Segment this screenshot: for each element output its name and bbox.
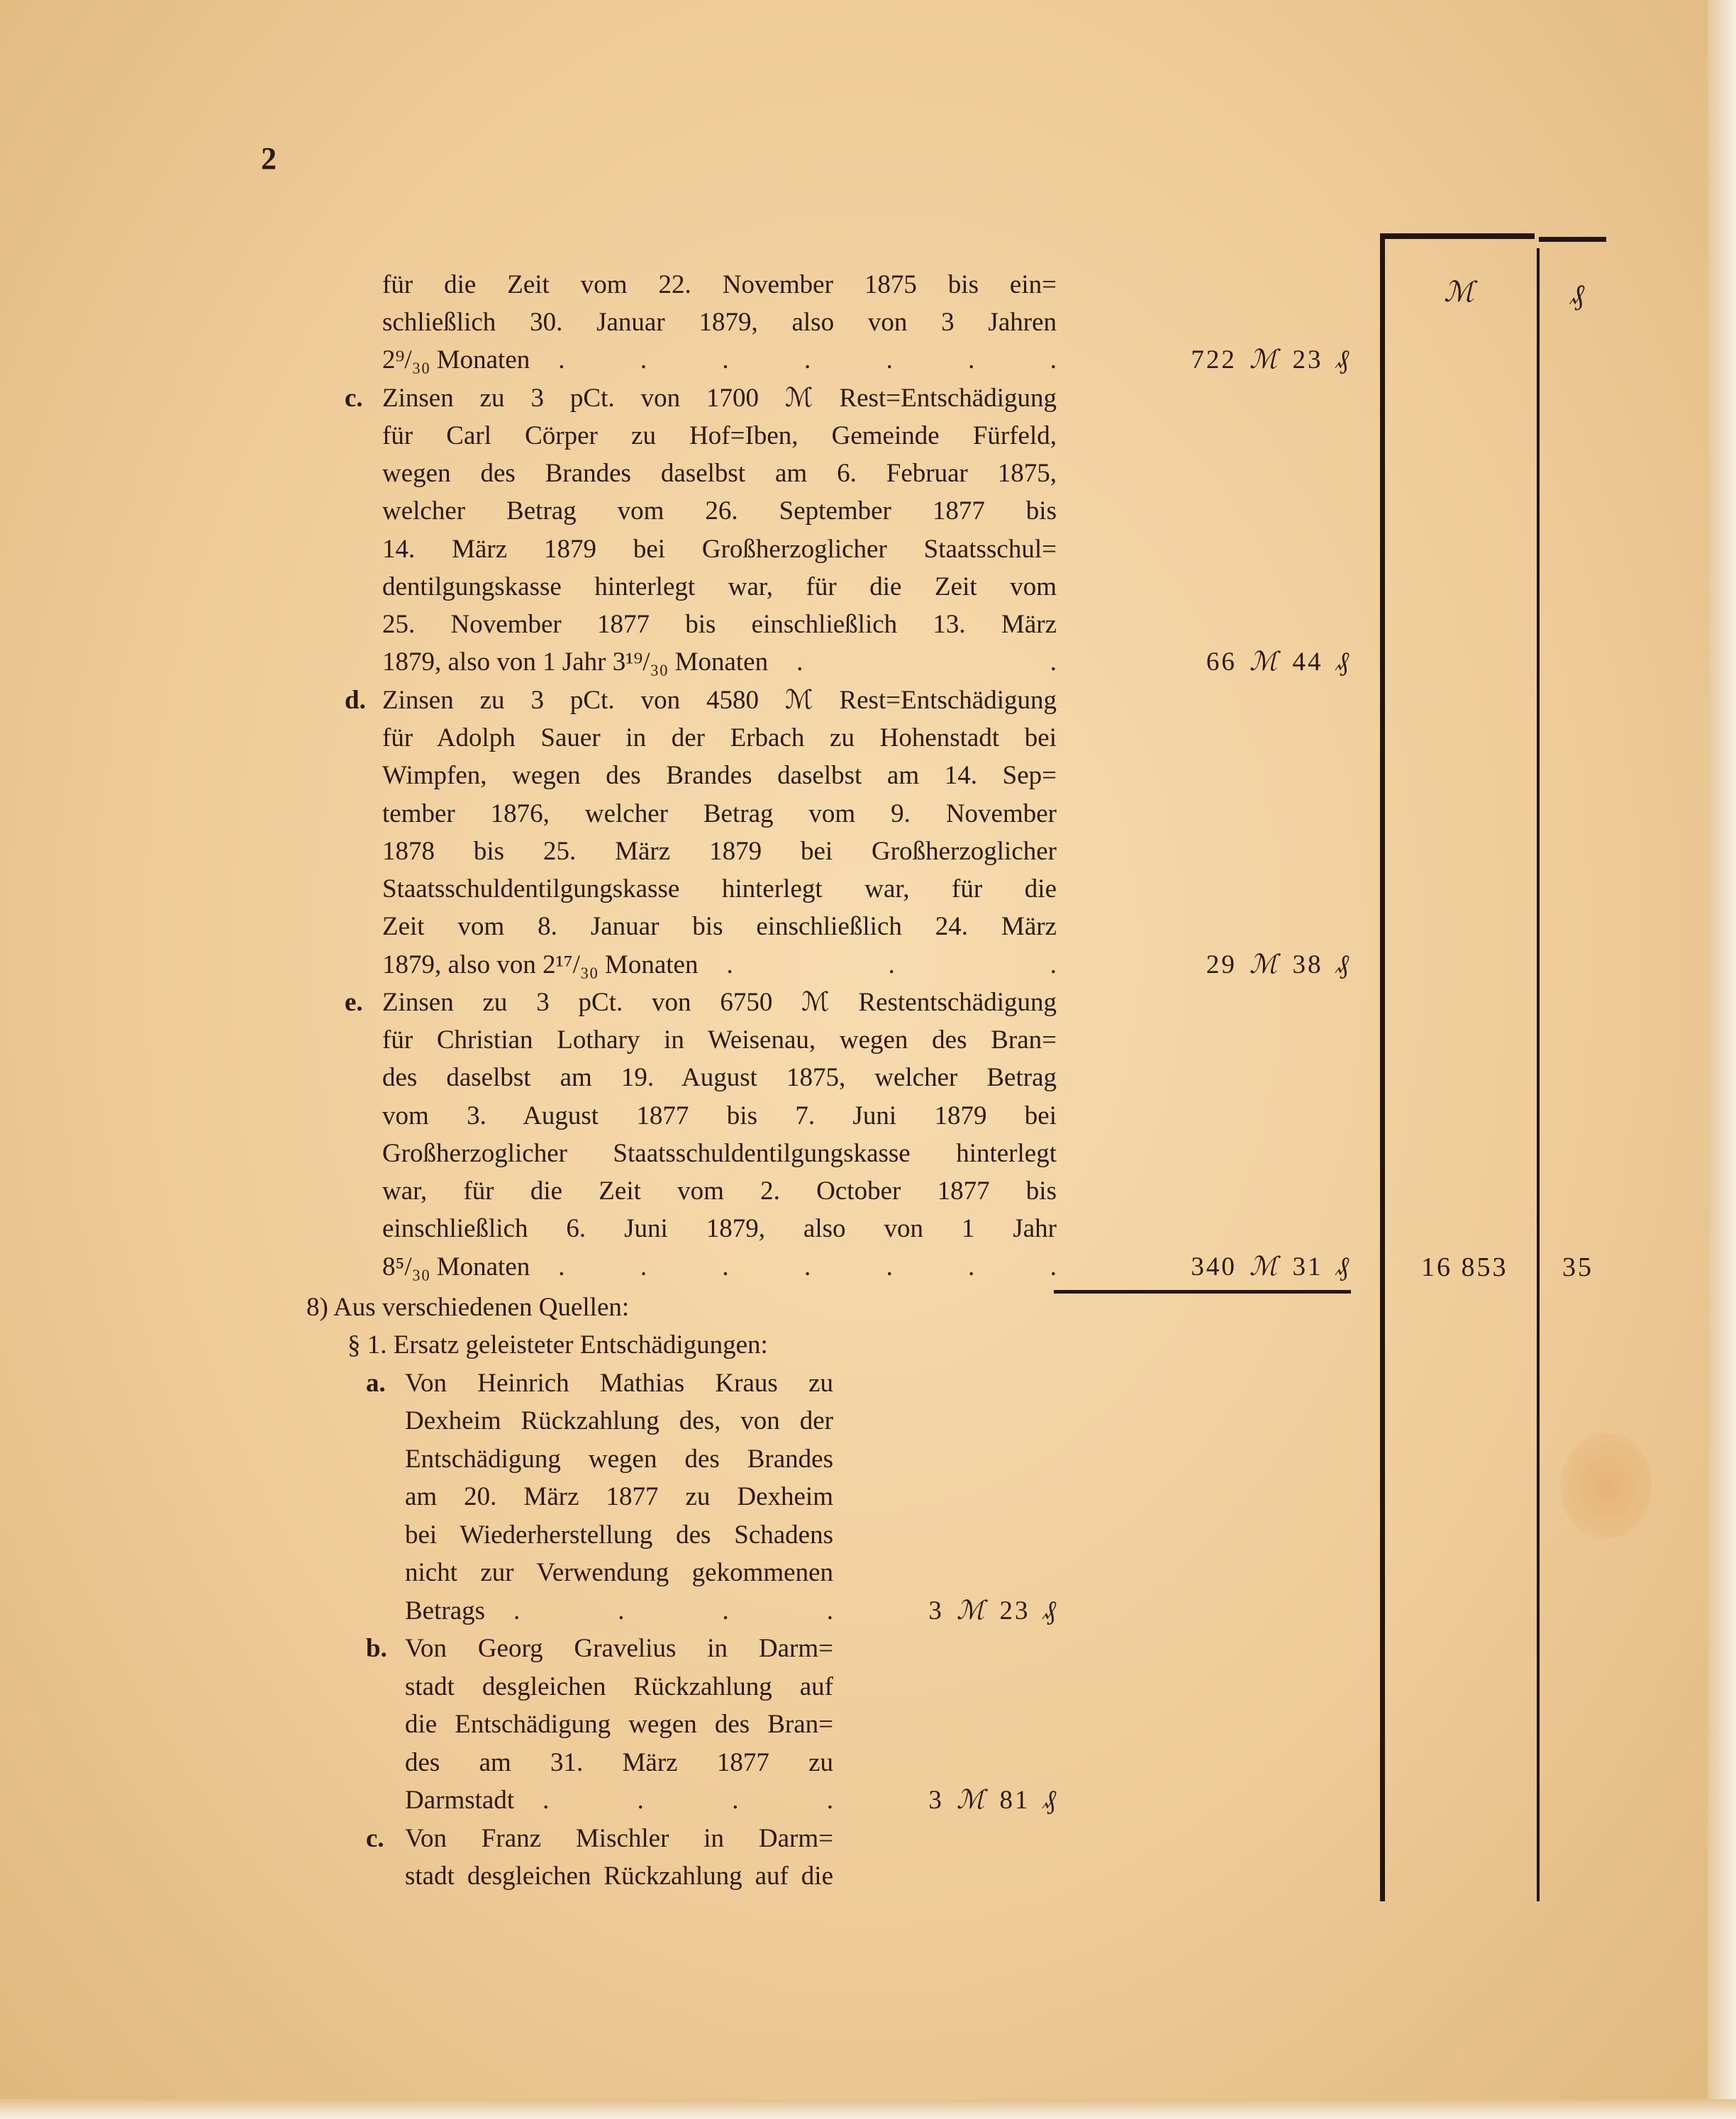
amount [1191, 343, 1351, 377]
mark-symbol: ℳ [1249, 647, 1280, 677]
text-line: tember 1876, welcher Betrag vom 9. November [382, 799, 1057, 828]
mark-symbol: ℳ [956, 1596, 987, 1625]
text-line: Von Franz Mischler in Darm= [405, 1824, 833, 1853]
amount [928, 1594, 1058, 1628]
pfennig-symbol: ₰ [1335, 1252, 1351, 1281]
dot-leader: . . . . . . . [558, 1252, 1057, 1281]
text-line [382, 948, 1057, 982]
text-line: 25. November 1877 bis einschließlich 13. März [382, 610, 1057, 639]
dot-leader: . . . [726, 950, 1057, 979]
amount-mark: 3 [928, 1786, 944, 1815]
amount-pfennig: 44 [1292, 647, 1323, 677]
item-label: b. [366, 1634, 387, 1663]
dot-leader: . . . . . . . [558, 345, 1057, 374]
text-line: Staatsschuldentilgungskasse hinterlegt war, für die [382, 874, 1057, 903]
total-mark: 16 853 [1421, 1252, 1508, 1282]
item-label: a. [366, 1369, 386, 1398]
pfennig-symbol: ₰ [1042, 1596, 1058, 1625]
text-line: Von Georg Gravelius in Darm= [405, 1634, 833, 1663]
text-line: 14. März 1879 bei Großherzoglicher Staatsschul= [382, 535, 1057, 564]
pfennig-symbol: ₰ [1335, 345, 1351, 374]
amount-mark: 29 [1206, 950, 1237, 979]
amount [1206, 645, 1351, 679]
text-line: dentilgungskasse hinterlegt war, für die Zeit vom [382, 572, 1057, 601]
text-line: für Adolph Sauer in der Erbach zu Hohenstadt bei [382, 723, 1057, 752]
text-line: nicht zur Verwendung gekommenen [405, 1558, 833, 1587]
pfennig-symbol: ₰ [1335, 647, 1351, 677]
line-text: Darmstadt [405, 1786, 515, 1815]
line-text: 8⁵/₃₀ Monaten [382, 1252, 530, 1281]
amount-pfennig: 23 [1292, 345, 1323, 374]
item-label: c. [366, 1824, 384, 1853]
amount-pfennig: 81 [999, 1786, 1030, 1815]
text-line: Dexheim Rückzahlung des, von der [405, 1406, 833, 1435]
table-column-divider [1537, 248, 1540, 1901]
table-top-rule-pf [1539, 237, 1606, 242]
dot-leader: . . [796, 647, 1057, 677]
text-line: vom 3. August 1877 bis 7. Juni 1879 bei [382, 1101, 1057, 1130]
mark-symbol: ℳ [1249, 950, 1280, 979]
text-line: Großherzoglicher Staatsschuldentilgungskasse hinterlegt [382, 1139, 1057, 1168]
text-line: Zinsen zu 3 pCt. von 6750 ℳ Restentschädigung [382, 988, 1057, 1017]
text-line: Zinsen zu 3 pCt. von 1700 ℳ Rest=Entschädigung [382, 384, 1057, 413]
text-line: für Christian Lothary in Weisenau, wegen des Bran= [382, 1025, 1057, 1055]
mark-column-header: ℳ [1444, 276, 1474, 308]
amount [928, 1784, 1058, 1818]
page-edge [1708, 0, 1736, 2119]
text-line: für Carl Cörper zu Hof=Iben, Gemeinde Fürfeld, [382, 421, 1057, 450]
text-line: stadt desgleichen Rückzahlung auf die [405, 1862, 833, 1891]
text-line: einschließlich 6. Juni 1879, also von 1 Jahr [382, 1214, 1057, 1243]
page-number: 2 [261, 141, 277, 176]
page-edge-bottom [0, 2099, 1736, 2119]
text-line: wegen des Brandes daselbst am 6. Februar 1875, [382, 459, 1057, 488]
mark-symbol: ℳ [1249, 345, 1280, 374]
dot-leader: . . . . [513, 1596, 833, 1625]
text-line: schließlich 30. Januar 1879, also von 3 Jahren [382, 308, 1057, 337]
text-line [382, 1250, 1057, 1284]
line-text: 2⁹/₃₀ Monaten [382, 345, 530, 374]
line-text: 1879, also von 1 Jahr 3¹⁹/₃₀ Monaten [382, 647, 769, 677]
text-line: bei Wiederherstellung des Schadens [405, 1520, 833, 1550]
pfennig-column-header: ₰ [1570, 279, 1584, 311]
text-line: des am 31. März 1877 zu [405, 1748, 833, 1777]
amount-mark: 340 [1191, 1252, 1237, 1281]
amount-pfennig: 23 [999, 1596, 1030, 1625]
amount-pfennig: 31 [1292, 1252, 1323, 1281]
text-line: welcher Betrag vom 26. September 1877 bis [382, 496, 1057, 525]
text-line: Wimpfen, wegen des Brandes daselbst am 14. Sep= [382, 761, 1057, 790]
amount-pfennig: 38 [1292, 950, 1323, 979]
text-line: Von Heinrich Mathias Kraus zu [405, 1369, 833, 1398]
text-line: Entschädigung wegen des Brandes [405, 1445, 833, 1474]
amount [1206, 948, 1351, 982]
text-line: 1878 bis 25. März 1879 bei Großherzoglicher [382, 837, 1057, 866]
section-heading: § 1. Ersatz geleisteter Entschädigungen: [347, 1330, 768, 1359]
amount-mark: 722 [1191, 345, 1237, 374]
mark-symbol: ℳ [956, 1786, 987, 1815]
table-left-rule [1380, 233, 1385, 1901]
text-line: stadt desgleichen Rückzahlung auf [405, 1672, 833, 1701]
text-line [382, 645, 1057, 679]
total-pfennig: 35 [1562, 1252, 1593, 1282]
text-line: des daselbst am 19. August 1875, welcher Betrag [382, 1063, 1057, 1092]
text-line: Zeit vom 8. Januar bis einschließlich 24. März [382, 912, 1057, 941]
section-heading: 8) Aus verschiedenen Quellen: [306, 1293, 630, 1322]
text-line: Zinsen zu 3 pCt. von 4580 ℳ Rest=Entschädigung [382, 686, 1057, 715]
line-text: Betrags [405, 1596, 486, 1625]
amount-mark: 3 [928, 1596, 944, 1625]
item-label: d. [345, 686, 366, 715]
text-line: war, für die Zeit vom 2. October 1877 bis [382, 1177, 1057, 1206]
dot-leader: . . . . [542, 1786, 833, 1815]
item-label: e. [345, 988, 363, 1017]
mark-symbol: ℳ [1249, 1252, 1280, 1281]
sum-underline [1054, 1290, 1351, 1294]
amount [1191, 1250, 1351, 1284]
text-line [382, 343, 1057, 377]
table-top-rule-mark [1380, 233, 1535, 239]
text-line [405, 1594, 833, 1628]
text-line [405, 1784, 833, 1818]
amount-mark: 66 [1206, 647, 1237, 677]
text-line: am 20. März 1877 zu Dexheim [405, 1482, 833, 1511]
pfennig-symbol: ₰ [1042, 1786, 1058, 1815]
text-line: die Entschädigung wegen des Bran= [405, 1710, 833, 1739]
pfennig-symbol: ₰ [1335, 950, 1351, 979]
item-label: c. [345, 384, 363, 413]
line-text: 1879, also von 2¹⁷/₃₀ Monaten [382, 950, 699, 979]
text-line: für die Zeit vom 22. November 1875 bis ein= [382, 270, 1057, 299]
stain [1560, 1433, 1652, 1539]
